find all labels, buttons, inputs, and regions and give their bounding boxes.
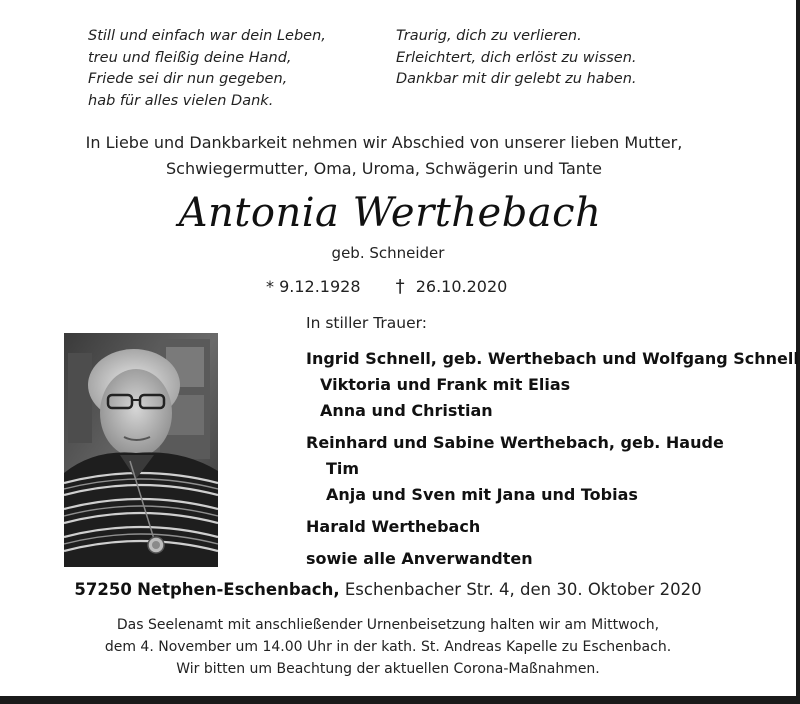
poem-line: Dankbar mit dir gelebt zu haben. bbox=[396, 71, 637, 87]
poem-line: treu und fleißig deine Hand, bbox=[88, 49, 292, 66]
family-line: Tim bbox=[326, 459, 360, 478]
town: Netphen-Eschenbach, bbox=[137, 580, 340, 599]
poem-line: Still und einfach war dein Leben, bbox=[88, 28, 326, 44]
deceased-name: Antonia Werthebach bbox=[178, 190, 602, 236]
intro-line: Schwiegermutter, Oma, Uroma, Schwägerin und Tante bbox=[165, 159, 603, 178]
poem-left bbox=[88, 26, 326, 112]
family-line: sowie alle Anverwandten bbox=[306, 549, 533, 568]
portrait-photo bbox=[64, 333, 218, 567]
funeral-notice bbox=[0, 614, 776, 680]
birth-date: * 9.12.1928 bbox=[266, 277, 361, 296]
poem-line: Traurig, dich zu verlieren. bbox=[396, 28, 582, 44]
born-name: geb. Schneider bbox=[331, 244, 445, 262]
family-line: Harald Werthebach bbox=[306, 517, 481, 536]
family-line: Anna und Christian bbox=[320, 401, 493, 420]
death-date: 26.10.2020 bbox=[415, 277, 508, 296]
notice-line: dem 4. November um 14.00 Uhr in der kath. St. Andreas Kapelle zu Eschenbach. bbox=[104, 639, 672, 655]
family-line: Anja und Sven mit Jana und Tobias bbox=[326, 485, 638, 504]
mourning-label: In stiller Trauer: bbox=[306, 314, 427, 332]
family-list bbox=[306, 346, 799, 572]
address-line bbox=[0, 580, 776, 599]
intro-line: In Liebe und Dankbarkeit nehmen wir Abschied von unserer lieben Mutter, bbox=[85, 133, 683, 152]
poem-line: Friede sei dir nun gegeben, bbox=[88, 71, 288, 87]
notice-line: Das Seelenamt mit anschließender Urnenbeisetzung halten wir am Mittwoch, bbox=[116, 617, 660, 633]
intro-text bbox=[0, 130, 768, 182]
notice-line: Wir bitten um Beachtung der aktuellen Corona-Maßnahmen. bbox=[176, 661, 600, 677]
life-dates bbox=[266, 276, 507, 297]
family-line: Reinhard und Sabine Werthebach, geb. Haude bbox=[306, 433, 724, 452]
postcode: 57250 bbox=[74, 580, 132, 599]
poem-right bbox=[396, 26, 637, 91]
poem-line: Erleichtert, dich erlöst zu wissen. bbox=[396, 49, 637, 66]
cross-icon: † bbox=[395, 276, 405, 297]
family-line: Viktoria und Frank mit Elias bbox=[320, 375, 571, 394]
street-date: Eschenbacher Str. 4, den 30. Oktober 2020 bbox=[344, 580, 702, 599]
poem-line: hab für alles vielen Dank. bbox=[88, 92, 274, 109]
family-line: Ingrid Schnell, geb. Werthebach und Wolfgang Schnell bbox=[306, 349, 799, 368]
